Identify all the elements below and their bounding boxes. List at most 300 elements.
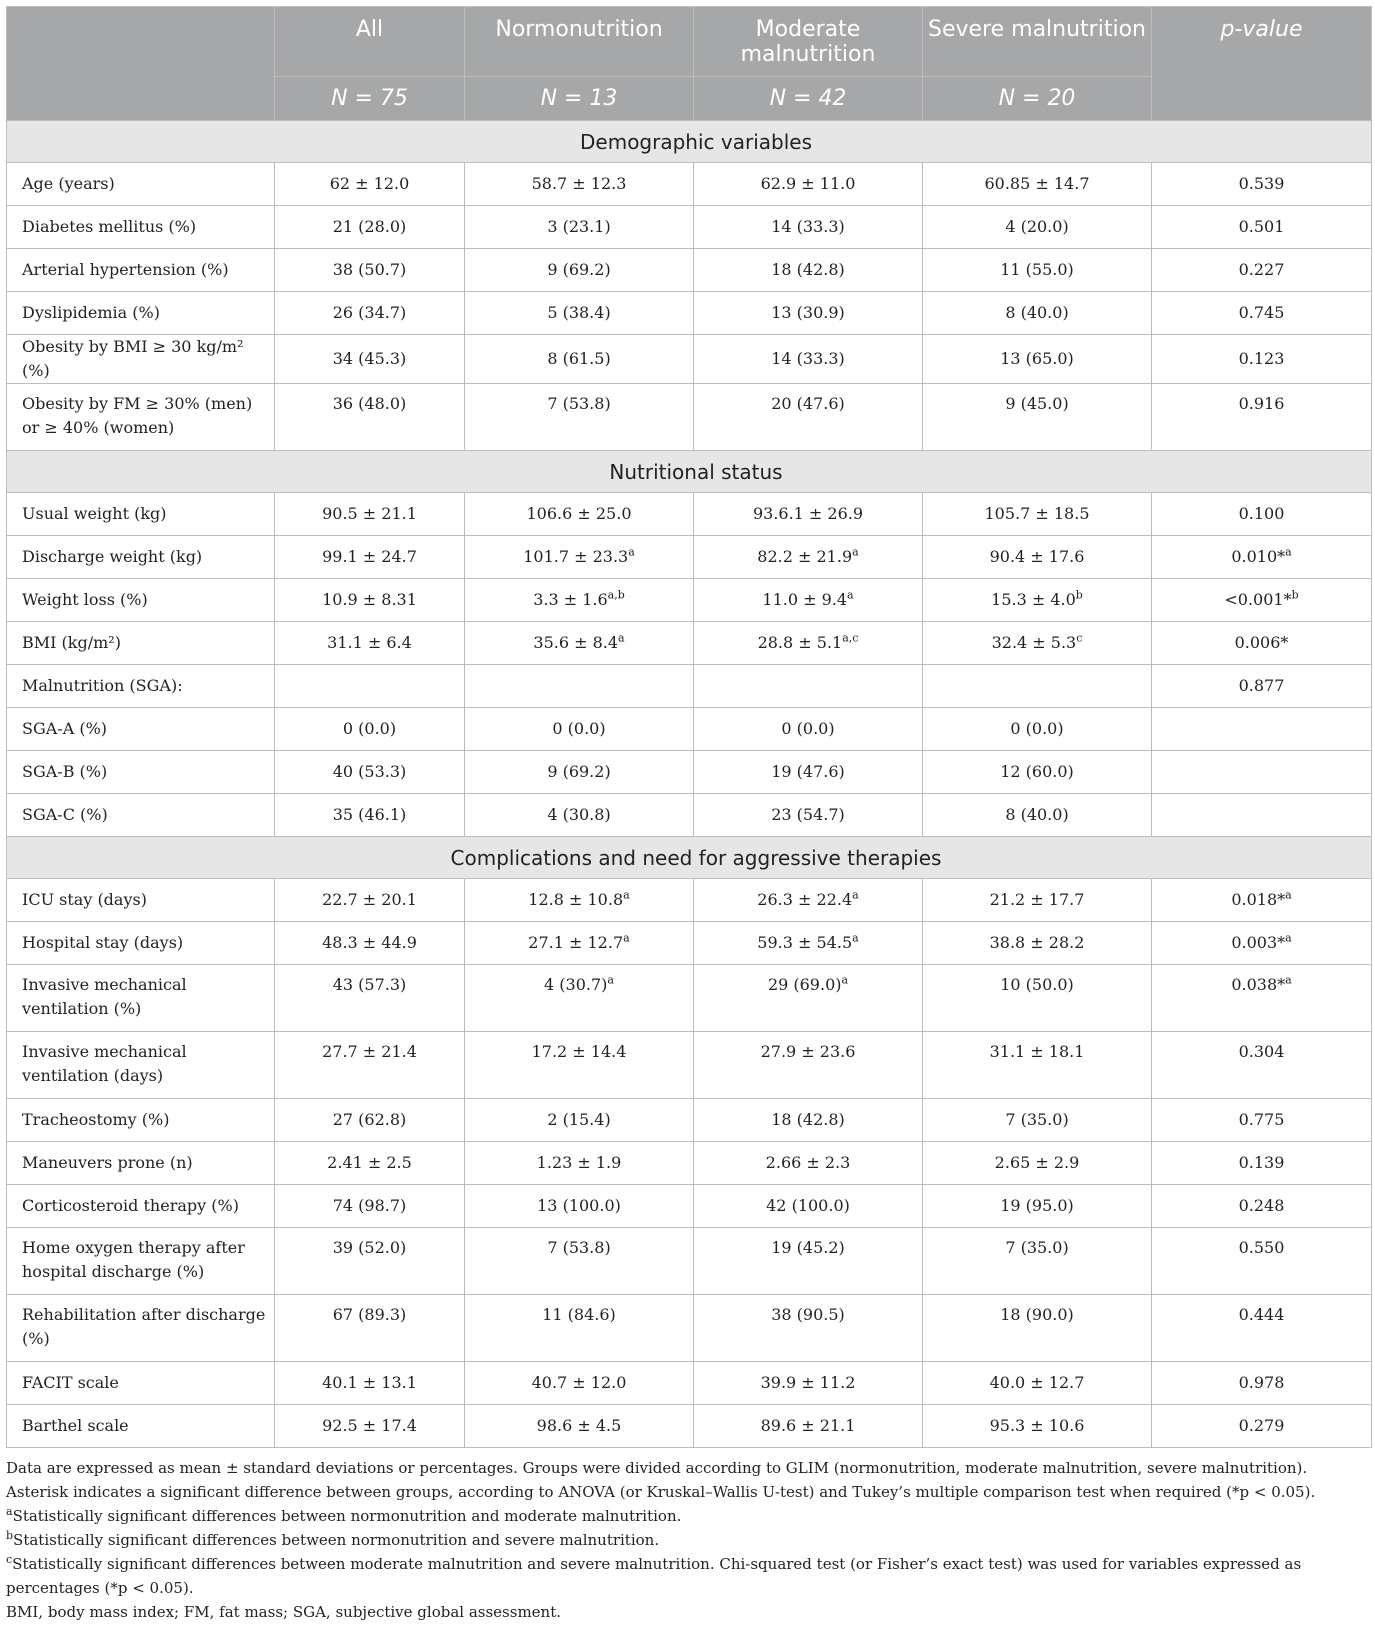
cell-value: 40.0 ± 12.7 bbox=[989, 1373, 1085, 1392]
header-moderate: Moderate malnutrition bbox=[694, 7, 923, 77]
cell-value: 19 (95.0) bbox=[1000, 1196, 1074, 1215]
header-severe: Severe malnutrition bbox=[923, 7, 1152, 77]
row-label: Arterial hypertension (%) bbox=[7, 249, 275, 292]
table-row bbox=[7, 1142, 1372, 1185]
cell-severe bbox=[923, 622, 1152, 665]
cell-value: 9 (69.2) bbox=[547, 762, 611, 781]
note-a bbox=[6, 1504, 1371, 1528]
cell-value: 8 (61.5) bbox=[547, 349, 611, 368]
cell-moderate bbox=[694, 493, 923, 536]
cell-severe bbox=[923, 335, 1152, 384]
cell-normo bbox=[465, 1362, 694, 1405]
cell-value: 60.85 ± 14.7 bbox=[984, 174, 1090, 193]
note-c-marker: c bbox=[6, 1553, 13, 1566]
cell-value: 59.3 ± 54.5 bbox=[757, 933, 853, 952]
cell-value: 18 (42.8) bbox=[771, 260, 845, 279]
note-main: Data are expressed as mean ± standard deviations or percentages. Groups were divided according to GLIM (normonutrition, moderate malnutrition, severe malnutrition). Asterisk indicates a significant difference between groups, according to ANOVA (or Kruskal–Wallis U-test) and Tukey’s multiple comparison test when required (*p < 0.05). bbox=[6, 1459, 1316, 1501]
cell-all bbox=[275, 335, 465, 384]
cell-normo bbox=[465, 1032, 694, 1099]
cell-value: 98.6 ± 4.5 bbox=[536, 1416, 622, 1435]
header-p-value bbox=[1152, 7, 1372, 121]
table-row bbox=[7, 1032, 1372, 1099]
cell-value: 2.41 ± 2.5 bbox=[327, 1153, 412, 1172]
cell-moderate bbox=[694, 794, 923, 837]
header-all: All bbox=[275, 7, 465, 77]
cell-footnote-marker: a bbox=[607, 973, 614, 987]
note-b-text: Statistically significant differences between normonutrition and severe malnutrition. bbox=[13, 1531, 660, 1549]
note-c bbox=[6, 1552, 1371, 1600]
cell-value: 0.100 bbox=[1238, 504, 1285, 523]
cell-normo bbox=[465, 665, 694, 708]
cell-all bbox=[275, 1405, 465, 1448]
cell-p bbox=[1152, 622, 1372, 665]
cell-value: 19 (47.6) bbox=[771, 762, 845, 781]
table-body bbox=[7, 121, 1372, 1448]
cell-footnote-marker: a bbox=[841, 973, 849, 987]
cell-value: 4 (30.7) bbox=[544, 975, 608, 994]
cell-moderate bbox=[694, 249, 923, 292]
cell-value: 39.9 ± 11.2 bbox=[760, 1373, 856, 1392]
cell-moderate bbox=[694, 206, 923, 249]
header-n-severe: N = 20 bbox=[923, 77, 1152, 121]
table-row bbox=[7, 751, 1372, 794]
table-row bbox=[7, 1295, 1372, 1362]
header-p-value-label: p-value bbox=[1220, 17, 1303, 42]
cell-value: 11 (55.0) bbox=[1000, 260, 1074, 279]
table-container bbox=[6, 6, 1371, 1624]
cell-value: 19 (45.2) bbox=[771, 1238, 845, 1257]
cell-value: 43 (57.3) bbox=[332, 975, 407, 994]
cell-value: 12.8 ± 10.8 bbox=[528, 890, 624, 909]
cell-value: 27.7 ± 21.4 bbox=[322, 1042, 417, 1061]
table-row bbox=[7, 1099, 1372, 1142]
table-row bbox=[7, 708, 1372, 751]
cell-footnote-marker: a bbox=[1285, 973, 1292, 987]
cell-value: 74 (98.7) bbox=[332, 1196, 407, 1215]
cell-value: 106.6 ± 25.0 bbox=[526, 504, 632, 523]
cell-value: 0.775 bbox=[1238, 1110, 1285, 1129]
cell-value: 23 (54.7) bbox=[771, 805, 845, 824]
section-header bbox=[7, 121, 1372, 163]
table-row bbox=[7, 536, 1372, 579]
cell-value: 34 (45.3) bbox=[332, 349, 407, 368]
cell-severe bbox=[923, 794, 1152, 837]
cell-severe bbox=[923, 493, 1152, 536]
section-title: Demographic variables bbox=[7, 121, 1372, 163]
cell-normo bbox=[465, 1099, 694, 1142]
cell-all bbox=[275, 1032, 465, 1099]
cell-all bbox=[275, 1142, 465, 1185]
cell-moderate bbox=[694, 965, 923, 1032]
cell-all bbox=[275, 922, 465, 965]
cell-severe bbox=[923, 579, 1152, 622]
cell-all bbox=[275, 1099, 465, 1142]
cell-value: 90.5 ± 21.1 bbox=[322, 504, 417, 523]
cell-value: 95.3 ± 10.6 bbox=[989, 1416, 1085, 1435]
cell-value: 93.6.1 ± 26.9 bbox=[752, 504, 864, 523]
cell-value: 0 (0.0) bbox=[342, 719, 397, 738]
cell-moderate bbox=[694, 751, 923, 794]
cell-all bbox=[275, 965, 465, 1032]
cell-value: 26 (34.7) bbox=[332, 303, 407, 322]
cell-value: 82.2 ± 21.9 bbox=[757, 547, 853, 566]
cell-all bbox=[275, 163, 465, 206]
cell-moderate bbox=[694, 708, 923, 751]
cell-value: 12 (60.0) bbox=[1000, 762, 1074, 781]
table-row bbox=[7, 493, 1372, 536]
cell-moderate bbox=[694, 1099, 923, 1142]
cell-value: 40.1 ± 13.1 bbox=[322, 1373, 417, 1392]
row-label: Weight loss (%) bbox=[7, 579, 275, 622]
cell-footnote-marker: a bbox=[852, 931, 859, 945]
cell-severe bbox=[923, 1362, 1152, 1405]
cell-value: 11 (84.6) bbox=[542, 1305, 616, 1324]
cell-value: 7 (35.0) bbox=[1005, 1110, 1069, 1129]
cell-normo bbox=[465, 794, 694, 837]
cell-value: 0.444 bbox=[1238, 1305, 1285, 1324]
cell-p bbox=[1152, 665, 1372, 708]
table-row bbox=[7, 1362, 1372, 1405]
cell-value: 105.7 ± 18.5 bbox=[984, 504, 1090, 523]
cell-normo bbox=[465, 206, 694, 249]
cell-normo bbox=[465, 292, 694, 335]
cell-value: 27 (62.8) bbox=[332, 1110, 407, 1129]
cell-value: 92.5 ± 17.4 bbox=[322, 1416, 417, 1435]
row-label: Usual weight (kg) bbox=[7, 493, 275, 536]
table-row bbox=[7, 1405, 1372, 1448]
cell-value: 8 (40.0) bbox=[1005, 805, 1069, 824]
row-label: Rehabilitation after discharge (%) bbox=[7, 1295, 275, 1362]
row-label: Obesity by FM ≥ 30% (men) or ≥ 40% (women) bbox=[7, 384, 275, 451]
cell-p bbox=[1152, 879, 1372, 922]
cell-normo bbox=[465, 922, 694, 965]
cell-p bbox=[1152, 1362, 1372, 1405]
cell-p bbox=[1152, 493, 1372, 536]
row-label: Tracheostomy (%) bbox=[7, 1099, 275, 1142]
cell-moderate bbox=[694, 579, 923, 622]
cell-severe bbox=[923, 163, 1152, 206]
table-row bbox=[7, 249, 1372, 292]
note-a-text: Statistically significant differences between normonutrition and moderate malnutrition. bbox=[12, 1507, 682, 1525]
cell-value: 0.550 bbox=[1238, 1238, 1285, 1257]
cell-p bbox=[1152, 1185, 1372, 1228]
cell-value: 0.916 bbox=[1238, 394, 1285, 413]
cell-moderate bbox=[694, 1362, 923, 1405]
cell-value: 42 (100.0) bbox=[766, 1196, 850, 1215]
cell-all bbox=[275, 579, 465, 622]
cell-value: 35.6 ± 8.4 bbox=[533, 633, 619, 652]
cell-normo bbox=[465, 965, 694, 1032]
cell-normo bbox=[465, 708, 694, 751]
cell-severe bbox=[923, 1032, 1152, 1099]
cell-moderate bbox=[694, 335, 923, 384]
table-row bbox=[7, 879, 1372, 922]
cell-value: 32.4 ± 5.3 bbox=[991, 633, 1077, 652]
section-title: Complications and need for aggressive therapies bbox=[7, 837, 1372, 879]
table-row bbox=[7, 335, 1372, 384]
row-label: Invasive mechanical ventilation (%) bbox=[7, 965, 275, 1032]
cell-value: 0.304 bbox=[1238, 1042, 1285, 1061]
cell-severe bbox=[923, 708, 1152, 751]
cell-value: 62.9 ± 11.0 bbox=[760, 174, 856, 193]
cell-p bbox=[1152, 249, 1372, 292]
cell-severe bbox=[923, 665, 1152, 708]
cell-value: 36 (48.0) bbox=[332, 394, 407, 413]
cell-all bbox=[275, 206, 465, 249]
cell-severe bbox=[923, 249, 1152, 292]
cell-normo bbox=[465, 1185, 694, 1228]
row-label: ICU stay (days) bbox=[7, 879, 275, 922]
cell-value: 7 (53.8) bbox=[547, 394, 611, 413]
row-label: Hospital stay (days) bbox=[7, 922, 275, 965]
cell-value: 0.006* bbox=[1234, 633, 1289, 652]
cell-footnote-marker: a,c bbox=[842, 631, 859, 645]
cell-value: 4 (30.8) bbox=[547, 805, 611, 824]
row-label: Discharge weight (kg) bbox=[7, 536, 275, 579]
table-row bbox=[7, 965, 1372, 1032]
cell-value: 0.139 bbox=[1238, 1153, 1285, 1172]
cell-moderate bbox=[694, 1405, 923, 1448]
row-label: Invasive mechanical ventilation (days) bbox=[7, 1032, 275, 1099]
cell-value: 0.010* bbox=[1231, 547, 1286, 566]
cell-moderate bbox=[694, 536, 923, 579]
cell-value: 0 (0.0) bbox=[552, 719, 606, 738]
cell-p bbox=[1152, 1405, 1372, 1448]
table-row bbox=[7, 292, 1372, 335]
cell-value: 3 (23.1) bbox=[547, 217, 611, 236]
cell-normo bbox=[465, 579, 694, 622]
row-label: FACIT scale bbox=[7, 1362, 275, 1405]
cell-value: 11.0 ± 9.4 bbox=[762, 590, 848, 609]
cell-value: 0.018* bbox=[1231, 890, 1286, 909]
cell-moderate bbox=[694, 1032, 923, 1099]
table-row bbox=[7, 384, 1372, 451]
cell-all bbox=[275, 751, 465, 794]
cell-normo bbox=[465, 536, 694, 579]
row-label: Obesity by BMI ≥ 30 kg/m² (%) bbox=[7, 335, 275, 384]
cell-all bbox=[275, 794, 465, 837]
row-label: SGA-C (%) bbox=[7, 794, 275, 837]
cell-all bbox=[275, 1295, 465, 1362]
cell-all bbox=[275, 536, 465, 579]
cell-severe bbox=[923, 751, 1152, 794]
cell-value: 40 (53.3) bbox=[332, 762, 407, 781]
cell-value: 20 (47.6) bbox=[771, 394, 845, 413]
cell-p bbox=[1152, 206, 1372, 249]
cell-value: 0.745 bbox=[1238, 303, 1285, 322]
cell-footnote-marker: a bbox=[623, 931, 630, 945]
row-label: SGA-B (%) bbox=[7, 751, 275, 794]
header-n-moderate: N = 42 bbox=[694, 77, 923, 121]
cell-moderate bbox=[694, 163, 923, 206]
cell-value: 62 ± 12.0 bbox=[329, 174, 410, 193]
cell-value: 38 (50.7) bbox=[332, 260, 407, 279]
header-n-all: N = 75 bbox=[275, 77, 465, 121]
cell-severe bbox=[923, 206, 1152, 249]
cell-severe bbox=[923, 292, 1152, 335]
row-label: BMI (kg/m²) bbox=[7, 622, 275, 665]
cell-severe bbox=[923, 536, 1152, 579]
cell-normo bbox=[465, 384, 694, 451]
cell-value: 21.2 ± 17.7 bbox=[989, 890, 1085, 909]
cell-footnote-marker: c bbox=[1076, 631, 1083, 645]
cell-value: 18 (90.0) bbox=[1000, 1305, 1074, 1324]
cell-value: 58.7 ± 12.3 bbox=[531, 174, 627, 193]
cell-all bbox=[275, 879, 465, 922]
row-label: SGA-A (%) bbox=[7, 708, 275, 751]
cell-normo bbox=[465, 493, 694, 536]
cell-p bbox=[1152, 1295, 1372, 1362]
table-row bbox=[7, 206, 1372, 249]
cell-footnote-marker: a bbox=[628, 545, 635, 559]
cell-p bbox=[1152, 536, 1372, 579]
cell-moderate bbox=[694, 384, 923, 451]
note-b bbox=[6, 1528, 1371, 1552]
cell-severe bbox=[923, 1405, 1152, 1448]
note-abbreviations: BMI, body mass index; FM, fat mass; SGA, subjective global assessment. bbox=[6, 1603, 562, 1621]
cell-value: 21 (28.0) bbox=[332, 217, 407, 236]
row-label: Maneuvers prone (n) bbox=[7, 1142, 275, 1185]
cell-value: 22.7 ± 20.1 bbox=[322, 890, 417, 909]
cell-p bbox=[1152, 965, 1372, 1032]
cell-value: 27.1 ± 12.7 bbox=[528, 933, 624, 952]
table-row bbox=[7, 665, 1372, 708]
cell-value: 7 (35.0) bbox=[1005, 1238, 1069, 1257]
cell-severe bbox=[923, 1185, 1152, 1228]
cell-footnote-marker: a bbox=[1285, 888, 1292, 902]
note-b-marker: b bbox=[6, 1529, 14, 1542]
cell-value: 38.8 ± 28.2 bbox=[989, 933, 1085, 952]
cell-all bbox=[275, 493, 465, 536]
cell-severe bbox=[923, 384, 1152, 451]
cell-value: 0.038* bbox=[1231, 975, 1286, 994]
cell-p bbox=[1152, 335, 1372, 384]
cell-severe bbox=[923, 1295, 1152, 1362]
table-row bbox=[7, 622, 1372, 665]
cell-value: 18 (42.8) bbox=[771, 1110, 845, 1129]
cell-all bbox=[275, 1228, 465, 1295]
cell-footnote-marker: a,b bbox=[607, 588, 625, 602]
cell-p bbox=[1152, 922, 1372, 965]
cell-all bbox=[275, 384, 465, 451]
cell-normo bbox=[465, 1405, 694, 1448]
row-label: Diabetes mellitus (%) bbox=[7, 206, 275, 249]
table-row bbox=[7, 922, 1372, 965]
cell-all bbox=[275, 1185, 465, 1228]
cell-normo bbox=[465, 163, 694, 206]
cell-all bbox=[275, 665, 465, 708]
cell-value: 1.23 ± 1.9 bbox=[536, 1153, 622, 1172]
cell-footnote-marker: b bbox=[1291, 588, 1299, 602]
section-header bbox=[7, 837, 1372, 879]
cell-value: 10 (50.0) bbox=[1000, 975, 1074, 994]
cell-value: 31.1 ± 6.4 bbox=[327, 633, 412, 652]
table-row bbox=[7, 579, 1372, 622]
cell-p bbox=[1152, 1142, 1372, 1185]
cell-all bbox=[275, 292, 465, 335]
cell-footnote-marker: a bbox=[847, 588, 854, 602]
cell-value: 38 (90.5) bbox=[771, 1305, 845, 1324]
cell-value: 15.3 ± 4.0 bbox=[991, 590, 1076, 609]
cell-value: 48.3 ± 44.9 bbox=[322, 933, 417, 952]
section-title: Nutritional status bbox=[7, 451, 1372, 493]
cell-p bbox=[1152, 1228, 1372, 1295]
cell-moderate bbox=[694, 1185, 923, 1228]
cell-severe bbox=[923, 1228, 1152, 1295]
cell-value: 0.248 bbox=[1238, 1196, 1285, 1215]
cell-p bbox=[1152, 384, 1372, 451]
cell-value: 27.9 ± 23.6 bbox=[760, 1042, 856, 1061]
cell-value: 35 (46.1) bbox=[332, 805, 407, 824]
cell-moderate bbox=[694, 879, 923, 922]
cell-normo bbox=[465, 622, 694, 665]
cell-footnote-marker: a bbox=[623, 888, 630, 902]
cell-p bbox=[1152, 1032, 1372, 1099]
cell-value: 14 (33.3) bbox=[771, 349, 845, 368]
table-row bbox=[7, 1228, 1372, 1295]
cell-value: 0.123 bbox=[1238, 349, 1285, 368]
row-label: Barthel scale bbox=[7, 1405, 275, 1448]
cell-p bbox=[1152, 579, 1372, 622]
note-a-marker: a bbox=[6, 1505, 13, 1518]
cell-value: 0.978 bbox=[1238, 1373, 1285, 1392]
table-notes bbox=[6, 1456, 1371, 1624]
cell-value: 0.227 bbox=[1238, 260, 1285, 279]
cell-footnote-marker: b bbox=[1075, 588, 1083, 602]
section-header bbox=[7, 451, 1372, 493]
cell-value: 7 (53.8) bbox=[547, 1238, 611, 1257]
cell-severe bbox=[923, 965, 1152, 1032]
row-label: Dyslipidemia (%) bbox=[7, 292, 275, 335]
cell-normo bbox=[465, 1142, 694, 1185]
cell-value: 13 (100.0) bbox=[537, 1196, 621, 1215]
cell-normo bbox=[465, 751, 694, 794]
cell-footnote-marker: a bbox=[852, 545, 859, 559]
row-label: Malnutrition (SGA): bbox=[7, 665, 275, 708]
cell-value: 89.6 ± 21.1 bbox=[760, 1416, 856, 1435]
cell-severe bbox=[923, 879, 1152, 922]
cell-normo bbox=[465, 335, 694, 384]
cell-value: 28.8 ± 5.1 bbox=[757, 633, 843, 652]
cell-value: 4 (20.0) bbox=[1005, 217, 1069, 236]
table-header bbox=[7, 7, 1372, 121]
cell-severe bbox=[923, 1142, 1152, 1185]
cell-severe bbox=[923, 922, 1152, 965]
table-row bbox=[7, 163, 1372, 206]
cell-value: 67 (89.3) bbox=[332, 1305, 407, 1324]
cell-value: 0.877 bbox=[1238, 676, 1285, 695]
cell-p bbox=[1152, 751, 1372, 794]
header-n-normonutrition: N = 13 bbox=[465, 77, 694, 121]
cell-normo bbox=[465, 1295, 694, 1362]
cell-moderate bbox=[694, 665, 923, 708]
cell-value: 0.501 bbox=[1238, 217, 1285, 236]
cell-p bbox=[1152, 1099, 1372, 1142]
cell-all bbox=[275, 249, 465, 292]
cell-value: 0.003* bbox=[1231, 933, 1286, 952]
cell-moderate bbox=[694, 622, 923, 665]
cell-value: 5 (38.4) bbox=[547, 303, 611, 322]
cell-value: 90.4 ± 17.6 bbox=[989, 547, 1085, 566]
cell-value: 17.2 ± 14.4 bbox=[531, 1042, 627, 1061]
cell-all bbox=[275, 622, 465, 665]
cell-value: 9 (69.2) bbox=[547, 260, 611, 279]
cell-all bbox=[275, 1362, 465, 1405]
note-c-text: Statistically significant differences between moderate malnutrition and severe malnutrition. Chi-squared test (or Fisher’s exact test) was used for variables expressed as percentages (*p < 0.05). bbox=[6, 1555, 1302, 1597]
cell-normo bbox=[465, 1228, 694, 1295]
cell-value: <0.001* bbox=[1224, 590, 1292, 609]
cell-value: 26.3 ± 22.4 bbox=[757, 890, 853, 909]
